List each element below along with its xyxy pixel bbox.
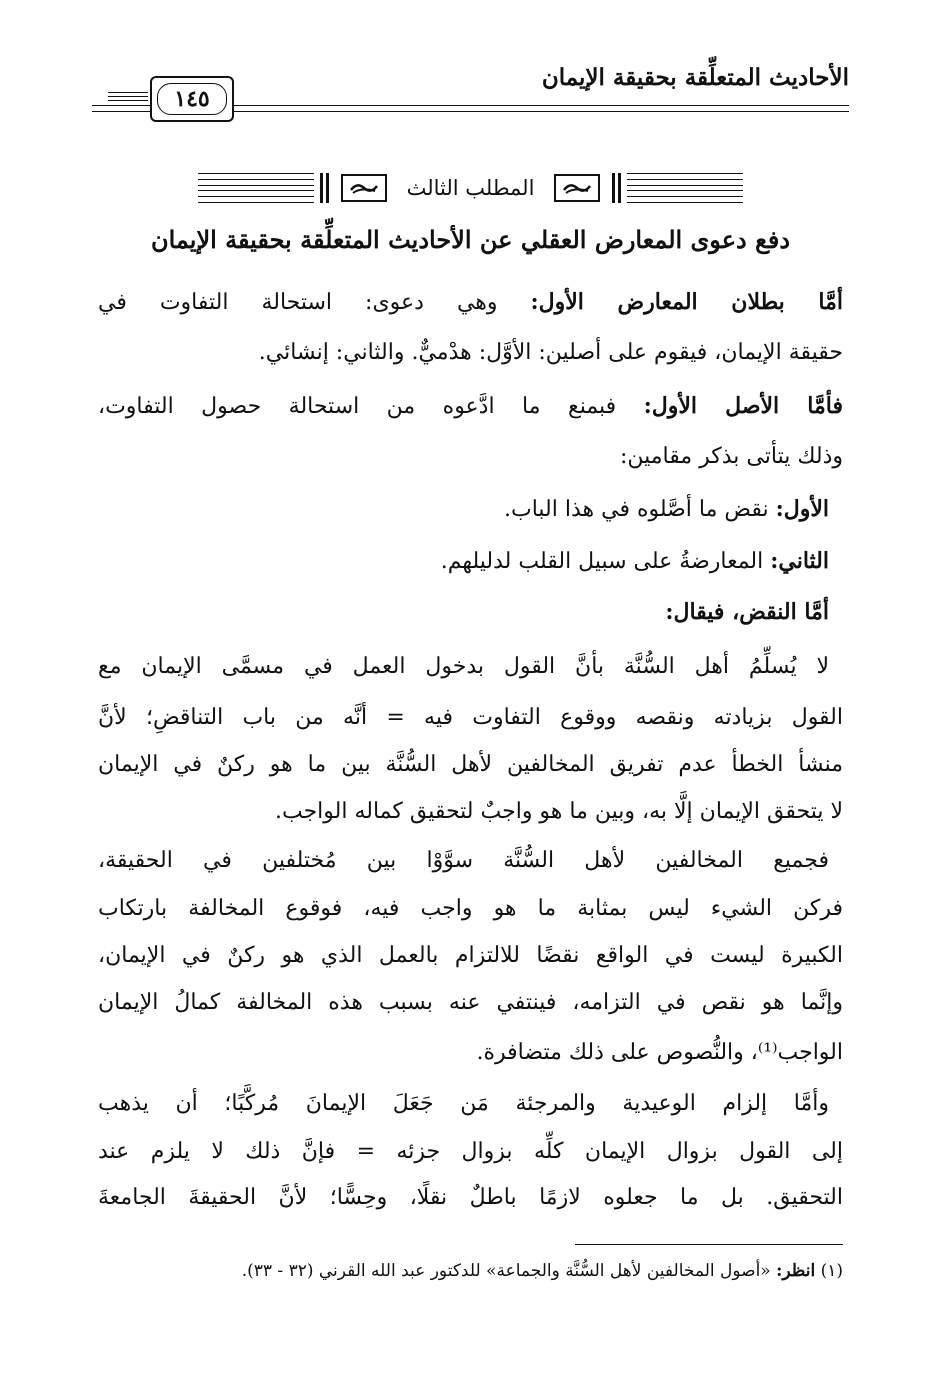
body-line: وأمَّا إلزام الوعيدية والمرجئة مَن جَعَلَ الإيمانَ مُركَّبًا؛ أن يذهب (98, 1091, 829, 1116)
ornament-lines-left (198, 173, 314, 203)
body-line: الثاني: المعارضةُ على سبيل القلب لدليلهم. (440, 548, 829, 574)
body-line: فجميع المخالفين لأهل السُّنَّة سوَّوْا بين مُختلفين في الحقيقة، (98, 848, 829, 873)
section-label: المطلب الثالث (406, 176, 535, 200)
body-line: وذلك يتأتى بذكر مقامين: (619, 444, 843, 469)
body-line: فأمَّا الأصل الأول: فبمنع ما ادَّعوه من استحالة حصول التفاوت، (98, 393, 843, 419)
page-number-frame (150, 76, 234, 122)
ornament-lines-right (627, 173, 743, 203)
body-line: الكبيرة ليست في الواقع نقضًا للالتزام بالعمل الذي هو ركنٌ في الإيمان، (98, 943, 843, 968)
page-number: ١٤٥ (157, 83, 227, 115)
body-line: القول بزيادته ونقصه ووقوع التفاوت فيه = أنَّه من باب التناقضِ؛ لأنَّ (98, 705, 843, 730)
body-line: الواجب⁽¹⁾، والنُّصوص على ذلك متضافرة. (476, 1040, 843, 1065)
body-line: وإنَّما هو نقص في التزامه، فينتفي عنه بسبب هذه المخالفة كمالُ الإيمان (98, 990, 843, 1015)
body-line: إلى القول بزوال الإيمان كلِّه بزوال جزئه = فإنَّ ذلك لا يلزم عند (98, 1139, 843, 1164)
wave-icon (341, 174, 387, 202)
body-line: لا يتحقق الإيمان إلَّا به، وبين ما هو واجبٌ لتحقيق كماله الواجب. (274, 799, 843, 824)
footnote-rule (575, 1244, 843, 1245)
body-line: أمَّا النقض، فيقال: (665, 599, 829, 625)
body-line: لا يُسلِّمُ أهل السُّنَّة بأنَّ القول بدخول العمل في مسمَّى الإيمان مع (98, 654, 829, 679)
footnote-label: انظر: (776, 1261, 816, 1281)
body-line: حقيقة الإيمان، فيقوم على أصلين: الأوَّل: هدْميٌّ. والثاني: إنشائي. (258, 340, 843, 365)
section-headline: دفع دعوى المعارض العقلي عن الأحاديث المتعلِّقة بحقيقة الإيمان (150, 225, 791, 254)
wave-icon (554, 174, 600, 202)
section-ornament (180, 168, 761, 208)
footnote (98, 1257, 843, 1285)
running-title: الأحاديث المتعلِّقة بحقيقة الإيمان (541, 64, 849, 91)
body-line: أمَّا بطلان المعارض الأول: وهي دعوى: استحالة التفاوت في (98, 289, 844, 315)
footnote-text: «أصول المخالفين لأهل السُّنَّة والجماعة» للدكتور عبد الله القرني (٣٢ - ٣٣). (241, 1261, 777, 1281)
body-line: منشأ الخطأ عدم تفريق المخالفين لأهل السُّنَّة بين ما هو ركنٌ في الإيمان (98, 752, 843, 777)
body-line: فركن الشيء ليس بمثابة ما هو واجب فيه، فوقوع المخالفة بارتكاب (98, 896, 843, 921)
footnote-marker: (١) (820, 1261, 843, 1281)
body-line: التحقيق. بل ما جعلوه لازمًا باطلٌ نقلًا، وحِسًّا؛ لأنَّ الحقيقةَ الجامعةَ (98, 1185, 843, 1210)
page-number-side-lines (108, 92, 148, 106)
body-line: الأول: نقض ما أصَّلوه في هذا الباب. (504, 496, 829, 522)
